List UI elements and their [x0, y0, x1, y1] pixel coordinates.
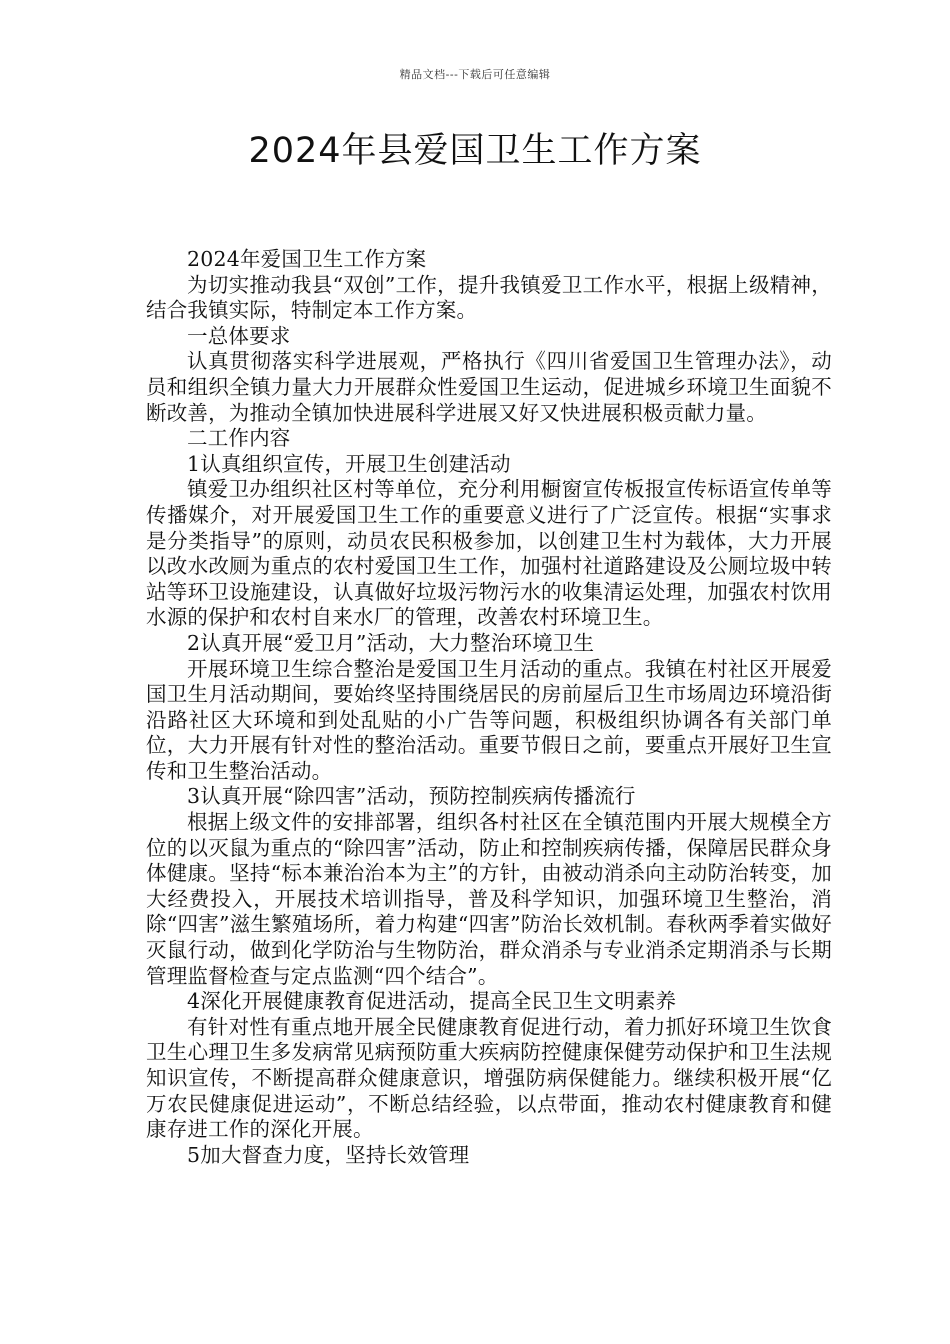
paragraph-intro: 为切实推动我县“双创”工作，提升我镇爱卫工作水平，根据上级精神，结合我镇实际，特制定本工作方案。 — [146, 272, 832, 323]
subheading-item-4: 4深化开展健康教育促进活动，提高全民卫生文明素养 — [187, 989, 677, 1014]
document-body — [146, 247, 832, 1168]
paragraph-item-2: 开展环境卫生综合整治是爱国卫生月活动的重点。我镇在村社区开展爱国卫生月活动期间，要始终坚持围绕居民的房前屋后卫生市场周边环境沿街沿路社区大环境和到处乱贴的小广告等问题，积极组织协调各有关部门单位，大力开展有针对性的整治活动。重要节假日之前，要重点开展好卫生宣传和卫生整治活动。 — [146, 656, 832, 783]
paragraph-item-3: 根据上级文件的安排部署，组织各村社区在全镇范围内开展大规模全方位的以灭鼠为重点的“除四害”活动，防止和控制疾病传播，保障居民群众身体健康。坚持“标本兼治治本为主”的方针，由被动消杀向主动防治转变，加大经费投入，开展技术培训指导，普及科学知识，加强环境卫生整治，消除“四害”滋生繁殖场所，着力构建“四害”防治长效机制。春秋两季着实做好灭鼠行动，做到化学防治与生物防治，群众消杀与专业消杀定期消杀与长期管理监督检查与定点监测“四个结合”。 — [146, 810, 832, 988]
subheading-item-3: 3认真开展“除四害”活动，预防控制疾病传播流行 — [187, 784, 636, 809]
paragraph-item-1: 镇爱卫办组织社区村等单位，充分利用橱窗宣传板报宣传标语宣传单等传播媒介，对开展爱国卫生工作的重要意义进行了广泛宣传。根据“实事求是分类指导”的原则，动员农民积极参加，以创建卫生村为载体，大力开展以改水改厕为重点的农村爱国卫生工作，加强村社道路建设及公厕垃圾中转站等环卫设施建设，认真做好垃圾污物污水的收集清运处理，加强农村饮用水源的保护和农村自来水厂的管理，改善农村环境卫生。 — [146, 477, 832, 630]
subheading-item-5: 5加大督查力度，坚持长效管理 — [187, 1142, 470, 1167]
heading-work-content: 二工作内容 — [187, 426, 291, 451]
subheading-item-1: 1认真组织宣传，开展卫生创建活动 — [187, 451, 511, 476]
subheading-item-2: 2认真开展“爱卫月”活动，大力整治环境卫生 — [187, 630, 595, 655]
paragraph-general-requirements: 认真贯彻落实科学进展观，严格执行《四川省爱国卫生管理办法》，动员和组织全镇力量大力开展群众性爱国卫生运动，促进城乡环境卫生面貌不断改善，为推动全镇加快进展科学进展又好又快进展积极贡献力量。 — [146, 349, 832, 425]
document-title: 2024年县爱国卫生工作方案 — [248, 131, 702, 171]
paragraph-doc-name: 2024年爱国卫生工作方案 — [187, 247, 427, 271]
paragraph-item-4: 有针对性有重点地开展全民健康教育促进行动，着力抓好环境卫生饮食卫生心理卫生多发病常见病预防重大疾病防控健康保健劳动保护和卫生法规知识宣传，不断提高群众健康意识，增强防病保健能力。继续积极开展“亿万农民健康促进运动”，不断总结经验，以点带面，推动农村健康教育和健康存进工作的深化开展。 — [146, 1014, 832, 1142]
heading-general-requirements: 一总体要求 — [187, 323, 291, 348]
page-header-note: 精品文档---下载后可任意编辑 — [399, 68, 551, 81]
